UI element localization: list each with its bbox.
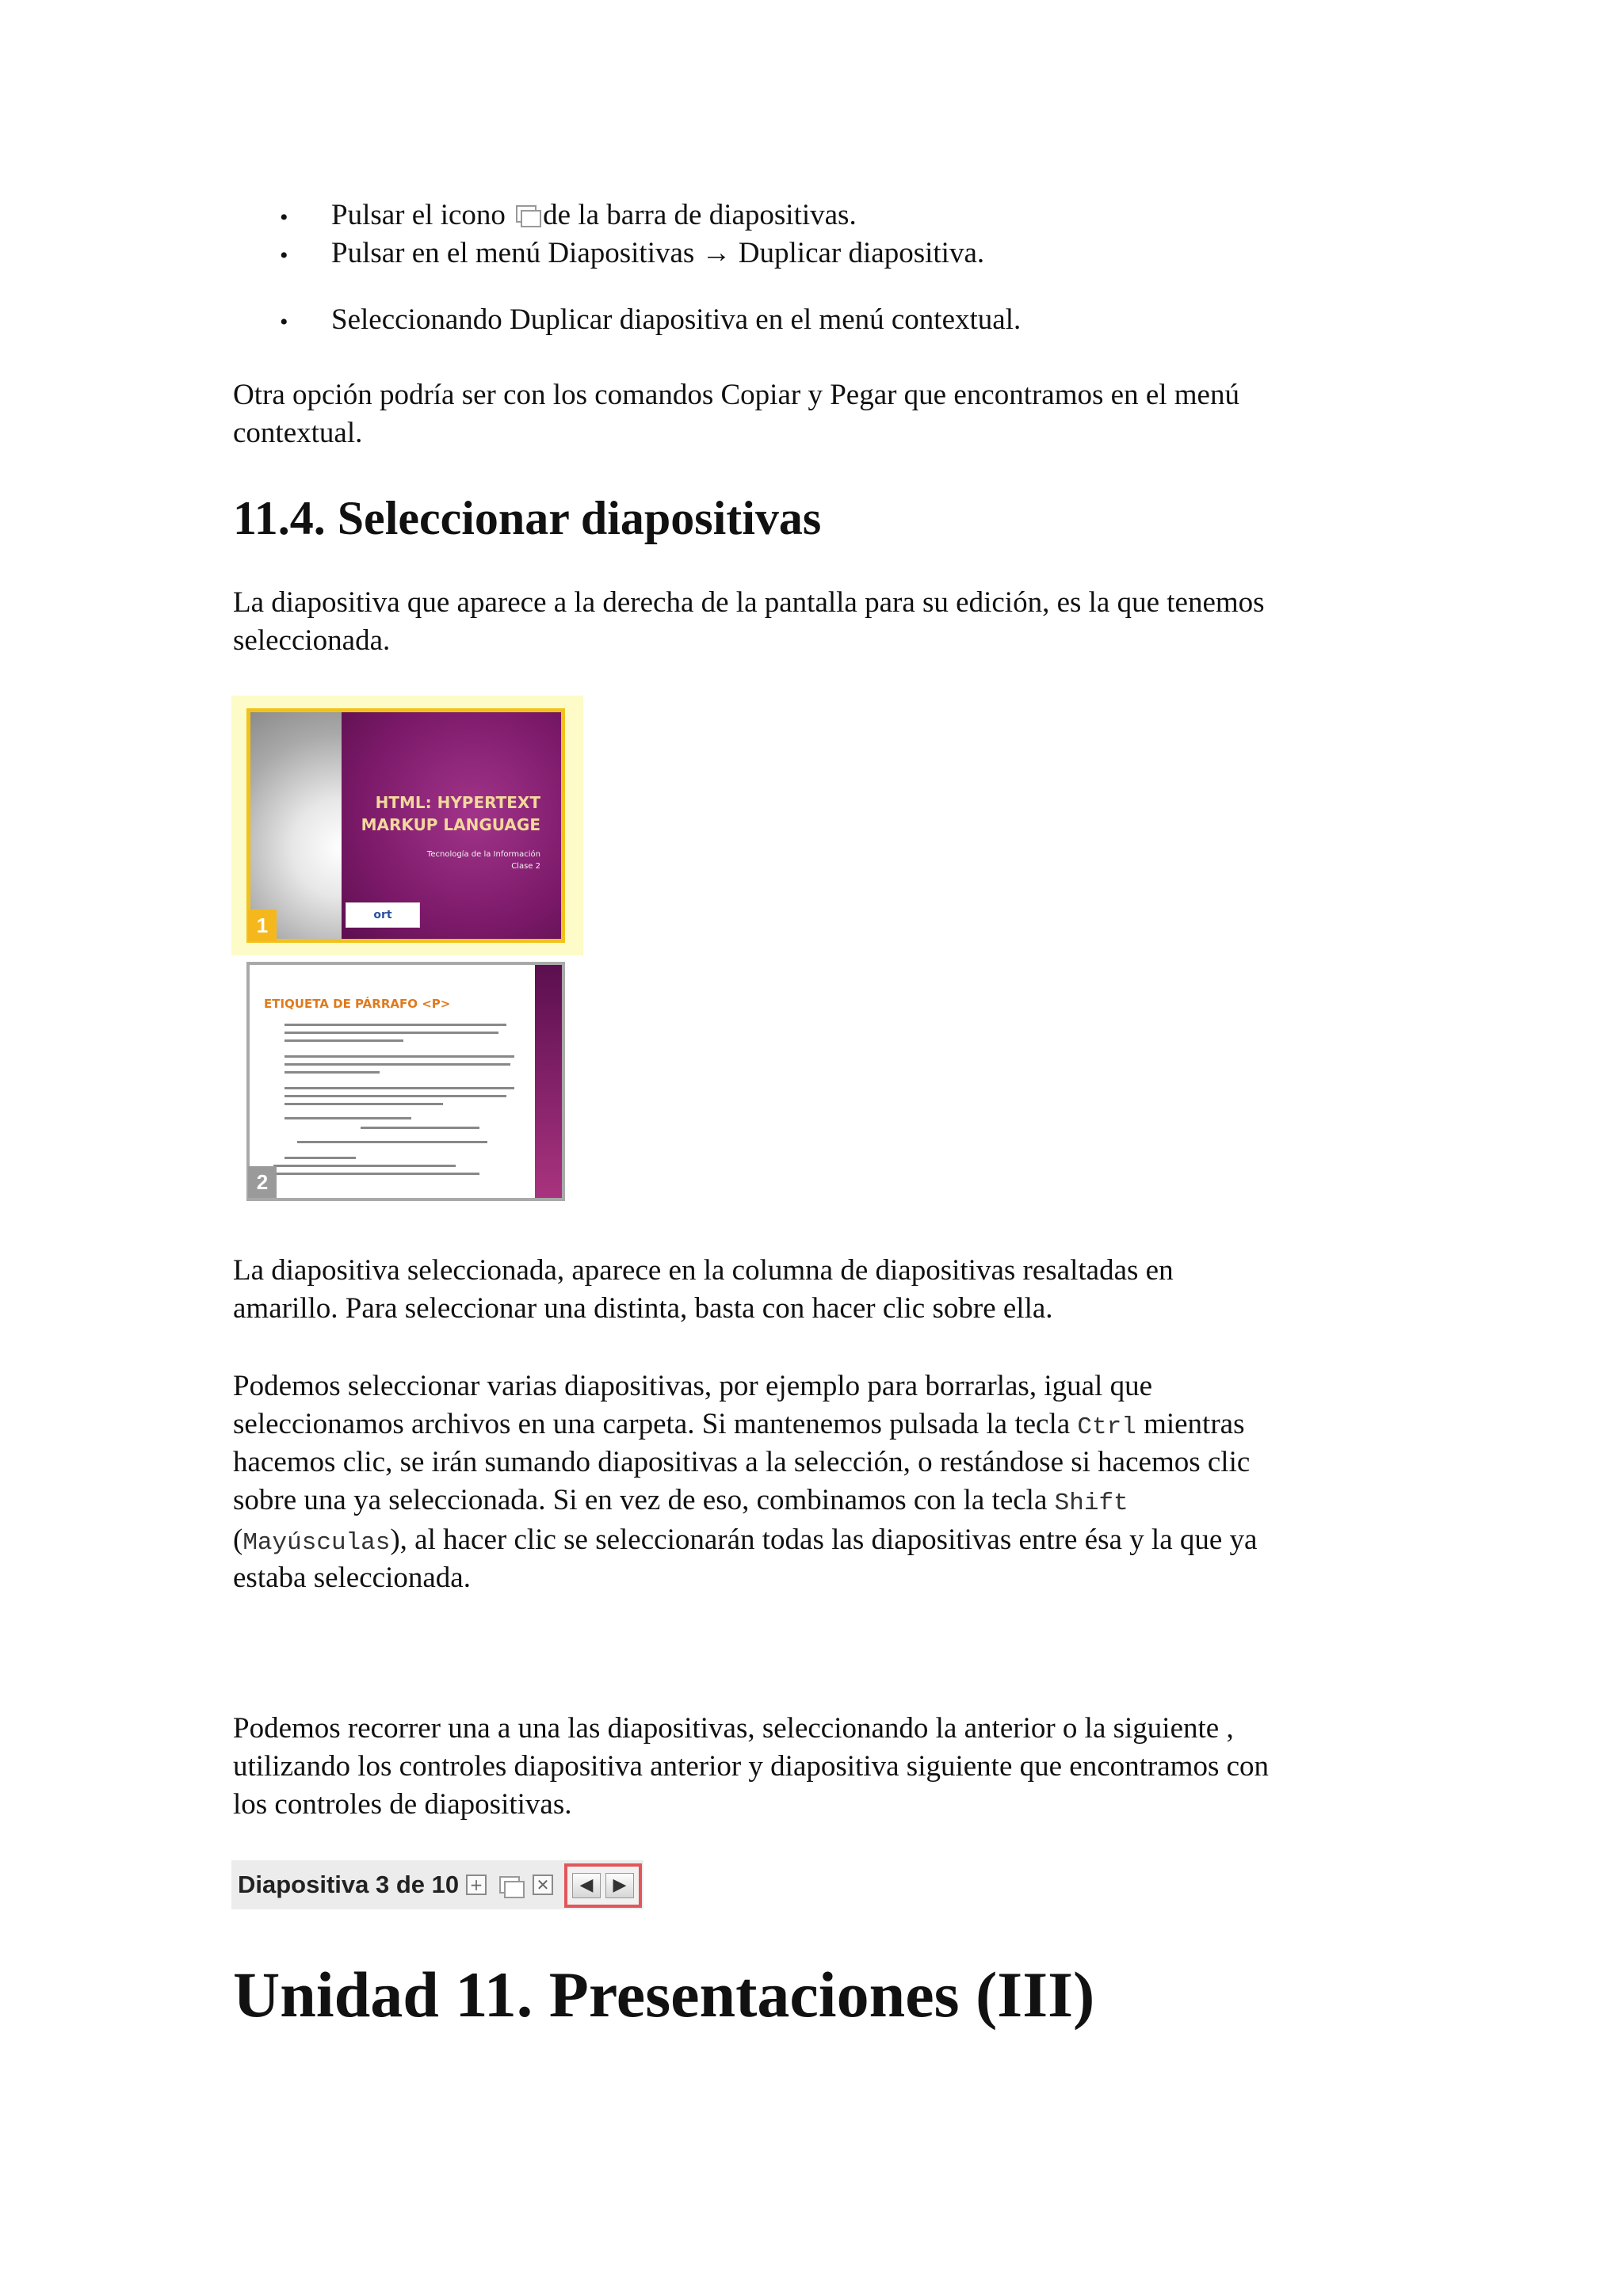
slide-heading: ETIQUETA DE PÁRRAFO <P>	[264, 997, 451, 1011]
slide-text-line	[285, 1071, 380, 1074]
slide-thumbnail-panel	[231, 696, 583, 1207]
slide-side-bar	[535, 965, 562, 1198]
duplicate-icon	[498, 1875, 525, 1898]
bullet-marker: •	[280, 204, 288, 231]
slide-gradient-panel	[250, 712, 342, 939]
slide-counter-label: Diapositiva 3 de 10	[238, 1871, 460, 1898]
slide-text-line	[285, 1095, 506, 1097]
paragraph-line: La diapositiva que aparece a la derecha de la pantalla para su edición, es la que tenemos	[233, 586, 1265, 619]
slide-title: HTML: HYPERTEXT MARKUP LANGUAGE	[361, 793, 540, 834]
paragraph-line: utilizando los controles diapositiva anterior y diapositiva siguiente que encontramos con	[233, 1750, 1270, 1783]
slide-text-line	[273, 1165, 456, 1167]
paragraph-line: sobre una ya seleccionada. Si en vez de eso, combinamos con la tecla Shift	[233, 1484, 1128, 1517]
previous-slide-button[interactable]: ◀	[572, 1873, 601, 1898]
paragraph-line: Podemos recorrer una a una las diapositivas, seleccionando la anterior o la siguiente ,	[233, 1712, 1234, 1745]
key-mayusculas: Mayúsculas	[242, 1529, 391, 1557]
slide-text-line	[285, 1087, 514, 1089]
slide-number-badge: 2	[248, 1166, 277, 1198]
slide-text-line	[361, 1127, 479, 1129]
add-slide-button[interactable]: +	[466, 1875, 487, 1895]
slide-text-line	[285, 1024, 506, 1026]
paragraph-line: Otra opción podría ser con los comandos Copiar y Pegar que encontramos en el menú	[233, 379, 1239, 411]
unit-heading: Unidad 11. Presentaciones (III)	[233, 1958, 1095, 2031]
paragraph-line: estaba seleccionada.	[233, 1562, 471, 1594]
slide-text-line	[285, 1063, 510, 1066]
paragraph-line: La diapositiva seleccionada, aparece en la columna de diapositivas resaltadas en	[233, 1254, 1174, 1287]
paragraph-line: hacemos clic, se irán sumando diapositivas a la selección, o restándose si hacemos clic	[233, 1446, 1251, 1478]
duplicate-slide-button[interactable]	[498, 1875, 518, 1895]
paragraph-line: seleccionada.	[233, 624, 391, 657]
bullet-item-2: Pulsar en el menú Diapositivas → Duplicar diapositiva.	[331, 237, 985, 269]
slide-text-line	[285, 1032, 498, 1034]
slide-text-line	[285, 1117, 411, 1119]
section-heading: 11.4. Seleccionar diapositivas	[233, 492, 822, 544]
key-ctrl: Ctrl	[1077, 1413, 1136, 1441]
key-shift: Shift	[1054, 1489, 1128, 1517]
slide-text-line	[285, 1103, 443, 1105]
paragraph-line: (Mayúsculas), al hacer clic se seleccionarán todas las diapositivas entre ésa y la que ya	[233, 1524, 1258, 1557]
slide-number-badge: 1	[248, 910, 277, 941]
paragraph-line: amarillo. Para seleccionar una distinta, basta con hacer clic sobre ella.	[233, 1292, 1053, 1325]
slide-subtitle: Tecnología de la Información Clase 2	[426, 850, 540, 871]
slide-arrows-highlight	[564, 1863, 642, 1908]
paragraph-line: Podemos seleccionar varias diapositivas, por ejemplo para borrarlas, igual que	[233, 1370, 1152, 1402]
slide-thumbnail-1[interactable]	[246, 708, 565, 943]
bullet-marker: •	[280, 242, 288, 269]
paragraph-line: seleccionamos archivos en una carpeta. Si mantenemos pulsada la tecla Ctrl mientras	[233, 1408, 1245, 1441]
bullet-marker: •	[280, 309, 288, 335]
bullet-text: de la barra de diapositivas.	[543, 199, 857, 231]
bullet-item-1	[331, 196, 857, 235]
slide-logo: ort	[346, 902, 420, 928]
next-slide-button[interactable]: ▶	[605, 1873, 634, 1898]
slide-navigation-bar	[231, 1860, 643, 1909]
duplicate-slide-icon	[514, 204, 541, 227]
paragraph-line: contextual.	[233, 417, 363, 449]
bullet-item-3: Seleccionando Duplicar diapositiva en el menú contextual.	[331, 303, 1022, 336]
slide-thumbnail-2[interactable]	[246, 962, 565, 1201]
slide-text-line	[273, 1173, 479, 1175]
bullet-text: Pulsar el icono	[331, 199, 506, 231]
delete-slide-button[interactable]: ✕	[533, 1875, 553, 1895]
paragraph-line: los controles de diapositivas.	[233, 1788, 572, 1821]
slide-text-line	[297, 1141, 487, 1143]
slide-text-line	[285, 1055, 514, 1058]
slide-text-line	[285, 1157, 356, 1159]
slide-text-line	[285, 1039, 403, 1042]
